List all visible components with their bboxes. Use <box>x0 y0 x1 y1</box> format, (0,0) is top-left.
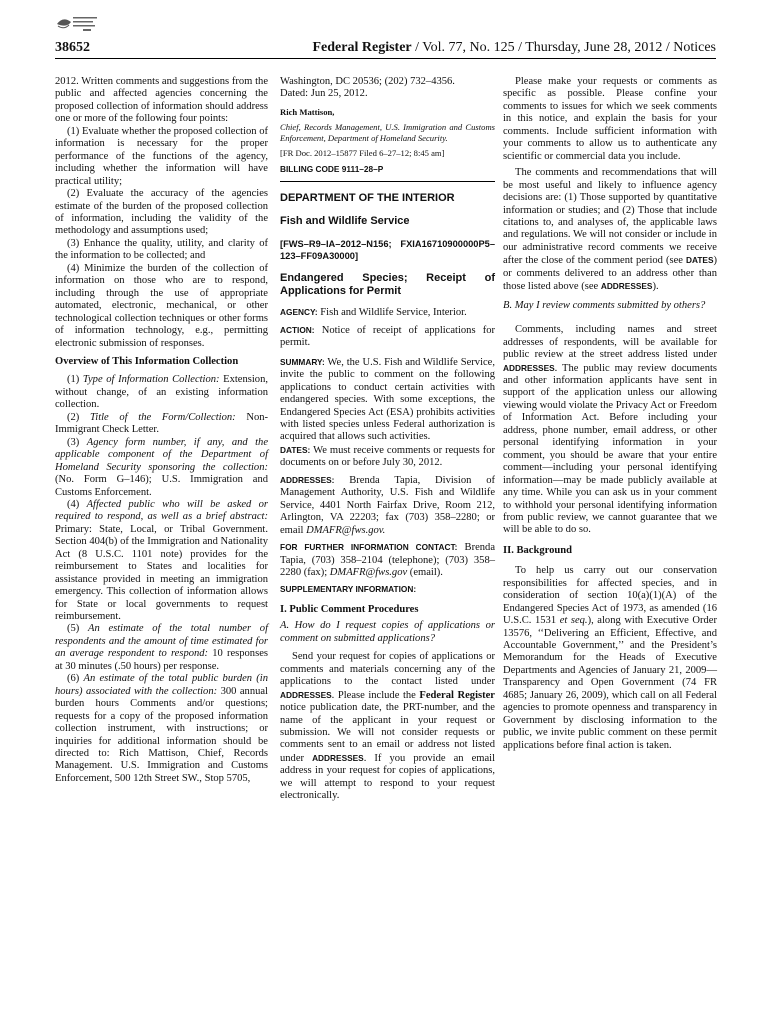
paragraph: Please make your requests or comments as specific as possible. Please confine your comments to issues for which we seek comments in this notice, and explain the basis for your comments. Include sufficient information with your comments to allow us to authenticate any scientific or commercial data you include. <box>503 76 717 162</box>
section-heading: I. Public Comment Procedures <box>280 603 419 615</box>
citation: / Vol. 77, No. 125 / Thursday, June 28, 2012 / Notices <box>411 40 716 55</box>
paragraph: (4) Minimize the burden of the collection of information on those who are to respond, including through the use of appropriate automated, electronic, mechanical, or other technological collection techniques or other forms of information technology, e.g., permitting electronic submission of responses. <box>55 262 268 349</box>
paragraph: (4) Affected public who will be asked or required to respond, as well as a brief abstract: Primary: State, Local, or Tribal Government. Section 404(b) of the Immigration and Nationality Act (8 U.S.C. 1101 note) provides for the reimbursement to States and localities for assistance provided in meeting an immigration emergency. This collection of information allows for State or local governments to request reimbursement. <box>55 498 268 623</box>
paragraph: Comments, including names and street addresses of respondents, will be available for public review at the street address listed under ADDRESSES. The public may review documents and other information applicants have sent in support of the application unless our allowing viewing would violate the Privacy Act or Freedom of Information Act. Before including your address, phone number, email address, or other personal identifying information in your comment, you should be aware that your entire comment—including your personal identifying information—may be made publicly available at any time. While you can ask us in your comment to withhold your personal identifying information from public review, we cannot guarantee that we will be able to do so. <box>503 324 717 536</box>
page-number: 38652 <box>55 40 90 55</box>
section-heading: Overview of This Information Collection <box>55 355 239 367</box>
column-3 <box>503 76 717 752</box>
supplementary-label: SUPPLEMENTARY INFORMATION: <box>280 584 417 595</box>
column-2 <box>280 76 495 803</box>
paragraph: (3) Agency form number, if any, and the applicable component of the Department of Homeland Security sponsoring the collection: (No. Form G–146); U.S. Immigration and Customs Enforcement. <box>55 436 268 498</box>
signer-title: Chief, Records Management, U.S. Immigration and Customs Enforcement, Department of Homeland Security. <box>280 121 495 143</box>
paragraph: (1) Evaluate whether the proposed collection of information is necessary for the proper performance of the functions of the agency, including whether the information will have practical utility; <box>55 125 268 187</box>
department-heading: DEPARTMENT OF THE INTERIOR <box>280 192 455 205</box>
contact: FOR FURTHER INFORMATION CONTACT: Brenda Tapia, (703) 358–2104 (telephone); (703) 358–2280 (fax); DMAFR@fws.gov (email). <box>280 542 496 578</box>
paragraph: (6) An estimate of the total public burden (in hours) associated with the collection: 300 annual burden hours Comments and/or questions; requests for a copy of the proposed information collection instrument, with instructions; or inquiries for additional information should be directed to: Rich Mattison, Chief, Records Management. U.S. Immigration and Customs Enforcement, 500 12th Street SW., Stop 5705, <box>55 673 268 784</box>
service-heading: Fish and Wildlife Service <box>280 215 410 228</box>
subsection-heading: A. How do I request copies of applications or comment on submitted applications? <box>280 620 495 644</box>
paragraph: (2) Evaluate the accuracy of the agencies estimate of the burden of the proposed collection of information, including the validity of the methodology and assumptions used; <box>55 188 268 237</box>
paragraph: 2012. Written comments and suggestions from the public and affected agencies concerning the proposed collection of information should address one or more of the following four points: <box>55 76 268 125</box>
dated-line: Dated: Jun 25, 2012. <box>280 88 368 100</box>
docket-number: [FWS–R9–IA–2012–N156; FXIA16710900000P5–123–FF09A30000] <box>280 239 495 262</box>
summary: SUMMARY: We, the U.S. Fish and Wildlife Service, invite the public to comment on the following applications to conduct certain activities with endangered species. With some exceptions, the Endangered Species Act (ESA) prohibits activities with listed species unless Federal authorization is acquired that allows such activities. <box>280 356 495 443</box>
paragraph: The comments and recommendations that will be most useful and likely to influence agency decisions are: (1) Those supported by quantitative information or studies; and (2) Those that include citations to, and analyses of, the applicable laws and regulations. We will not consider or include in our administrative record comments we receive after the close of the comment period (see DATES) or comments delivered to an address other than those listed above (see ADDRESSES). <box>503 167 717 293</box>
addresses: ADDRESSES: Brenda Tapia, Division of Management Authority, U.S. Fish and Wildlife Service, 4401 North Fairfax Drive, Room 212, Arlington, VA 22203; fax (703) 358–2280; or email DMAFR@fws.gov. <box>280 474 495 536</box>
section-heading: II. Background <box>503 544 572 556</box>
dates: DATES: We must receive comments or requests for documents on or before July 30, 2012. <box>280 444 495 469</box>
paragraph: (1) Type of Information Collection: Extension, without change, of an existing information collection. <box>55 374 268 411</box>
billing-code: BILLING CODE 9111–28–P <box>280 163 384 174</box>
paragraph: (3) Enhance the quality, utility, and clarity of the information to be collected; and <box>55 237 268 262</box>
paragraph: To help us carry out our conservation responsibilities for affected species, and in consideration of section 10(a)(1)(A) of the Endangered Species Act of 1973, as amended (16 U.S.C. 1531 et seq.), along with Executive Order 13576, ‘‘Delivering an Efficient, Effective, and Accountable Government,’’ and the President’s Memorandum for the Heads of Executive Departments and Agencies of January 21, 2009—Transparency and Open Government (74 FR 4685; January 26, 2009), which call on all Federal agencies to promote openness and transparency in Government by disclosing information to the public, we invite public comment on these permit applications before final action is taken. <box>503 565 717 751</box>
signer-name: Rich Mattison, <box>280 106 335 117</box>
paragraph: (5) An estimate of the total number of respondents and the amount of time estimated for an average respondent to respond: 10 responses at 30 minutes (.50 hours) per response. <box>55 623 268 672</box>
page-header <box>55 40 716 59</box>
agency-line: AGENCY: Fish and Wildlife Service, Interior. <box>280 307 467 319</box>
paragraph: Send your request for copies of applications or comments and materials concerning any of the applications to the contact listed under ADDRESSES. Please include the Federal Register notice publication date, the PRT-number, and the name of the applicant in your request or submission. We will not consider requests or comments sent to an email or address not listed under ADDRESSES. If you provide an email address in your request for copies of applications, we will attempt to respond to your request electronically. <box>280 651 495 802</box>
journal-name: Federal Register <box>312 40 412 55</box>
running-head <box>313 40 717 56</box>
document-title: Endangered Species; Receipt of Applications for Permit <box>280 272 495 298</box>
gpo-authenticated-logo <box>55 14 101 34</box>
subsection-heading: B. May I review comments submitted by others? <box>503 299 706 311</box>
paragraph: (2) Title of the Form/Collection: Non-Immigrant Check Letter. <box>55 411 269 436</box>
column-1 <box>55 76 268 785</box>
address-line: Washington, DC 20536; (202) 732–4356. <box>280 76 455 87</box>
fr-doc: [FR Doc. 2012–15877 Filed 6–27–12; 8:45 am] <box>280 147 445 158</box>
action-line: ACTION: Notice of receipt of applications for permit. <box>280 324 495 349</box>
